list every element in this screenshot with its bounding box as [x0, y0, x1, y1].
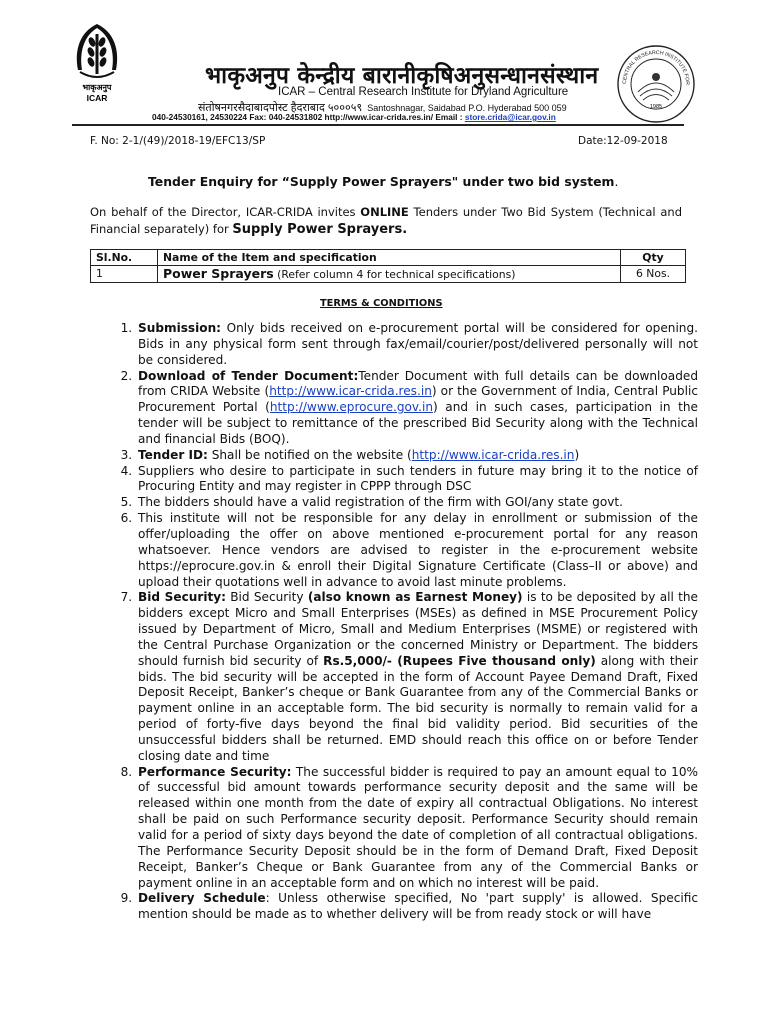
contact-line — [152, 112, 556, 122]
term2-text-a: Tender Document with full details can be downloaded from CRIDA Website ( — [138, 368, 698, 399]
term8-label: Performance Security: — [138, 764, 292, 779]
header-item: Name of the Item and specification — [163, 251, 377, 264]
term-suppliers: 4. Suppliers who desire to participate in such tenders in future may bring it to the notice of Procuring Entity and may register in CPPP through DSC — [136, 464, 698, 496]
table-row — [91, 266, 686, 283]
term3-label: Tender ID: — [138, 447, 208, 462]
address-english: Santoshnagar, Saidabad P.O. Hyderabad 500 059 — [367, 103, 567, 113]
term-submission — [136, 321, 698, 369]
term7-text-c: along with their bids. The bid security will be accepted in the form of Account Payee Demand Draft, Fixed Deposit Receipt, Banker’s cheque or Bank Guarantee from any of the Commercial Banks or payment online in an acceptable form. The bid security is normally to remain valid for a period of forty-five days beyond the final bid validity period. Bid securities of the unsuccessful bidders shall be returned. EMD should reach this office on or before Tender closing date and time — [138, 653, 699, 763]
header-slno: Sl.No. — [96, 251, 133, 264]
term2-text-c: ) and in such cases, participation in the tender will be subject to remittance of the prescribed Bid Security along with the Technical and financial Bids (BOQ). — [138, 400, 698, 446]
title-end: . — [614, 174, 619, 189]
icar-logo-hindi: भाकृअनुप — [82, 83, 112, 92]
intro-part2: Tenders under Two Bid System (Technical and Financial separately) for — [90, 205, 682, 236]
seal-year: 1985 — [649, 104, 663, 110]
row-slno: 1 — [96, 267, 103, 280]
eprocure-link[interactable]: http://www.eprocure.gov.in — [269, 400, 434, 415]
seal-text: CENTRAL RESEARCH INSTITUTE FOR — [621, 49, 691, 86]
institute-hindi-name: भाकृअनुप केन्द्रीय बारानीकृषिअनुसन्धानसंस्थान — [205, 63, 599, 89]
file-number: F. No: 2-1/(49)/2018-19/EFC13/SP — [90, 135, 266, 147]
term9-text: : Unless otherwise specified, No 'part supply' is allowed. Specific mention should be made as to whether delivery will be from ready stock or will have — [138, 891, 699, 922]
document-title — [148, 174, 618, 189]
document-date: Date:12-09-2018 — [578, 135, 668, 147]
term7-emd: (also known as Earnest Money) — [307, 590, 523, 605]
term1-text: Only bids received on e-procurement portal will be considered for opening. Bids in any physical form sent through fax/email/courier/post/delivered personally will not be considered. — [138, 321, 698, 367]
crida-seal — [616, 44, 696, 124]
term1-label: Submission: — [138, 321, 222, 335]
row-item: Power Sprayers — [163, 266, 274, 281]
term7-text-b: is to be deposited by all the bidders except Micro and Small Enterprises (MSEs) as defined in MSE Procurement Policy issued by Department of Micro, Small and Medium Enterprises (MSME) or registered with the Central Purchase Organization or the concerned Ministry or Department. The bidders should furnish bid security of — [138, 590, 698, 668]
term8-text: The successful bidder is required to pay an amount equal to 10% of successful bid amount towards performance security deposit and the same will be released within one month from the date of expiry all contractual Obligations. No interest shall be paid on such Performance security deposit. Performance Security should remain valid for a period of sixty days beyond the date of completion of all contractual obligations. The Performance Security Deposit should be in the form of Demand Draft, Fixed Deposit Receipt, Banker’s Cheque or Bank Guarantee from any of the Commercial Banks or payment online in an acceptable form and on which no interest will be paid. — [138, 764, 698, 890]
term3-text-a: Shall be notified on the website ( — [207, 447, 412, 462]
term-delivery-schedule — [136, 891, 698, 923]
header-qty: Qty — [642, 251, 664, 264]
row-spec: (Refer column 4 for technical specifications) — [273, 268, 516, 281]
contact-numbers: 040-24530161, 24530224 Fax: 040-24531802 http://www.icar-crida.res.in/ Email : — [152, 112, 465, 122]
email-link[interactable]: store.crida@icar.gov.in — [464, 112, 556, 122]
row-qty: 6 Nos. — [635, 267, 671, 280]
icar-logo — [70, 22, 124, 104]
crida-website-link[interactable]: http://www.icar-crida.res.in — [269, 384, 432, 399]
term9-label: Delivery Schedule — [138, 891, 266, 906]
term-performance-security — [136, 765, 698, 892]
term7-text-a: Bid Security — [225, 590, 308, 605]
term7-label: Bid Security: — [138, 590, 226, 605]
term-registration: 5. The bidders should have a valid registration of the firm with GOI/any state govt. — [136, 495, 698, 511]
icar-logo-english: ICAR — [86, 93, 108, 103]
intro-item: Supply Power Sprayers. — [232, 222, 408, 237]
tender-id-website-link[interactable]: http://www.icar-crida.res.in — [411, 447, 575, 462]
table-header-row — [91, 250, 686, 266]
header-divider — [72, 124, 684, 126]
term2-text-b: ) or the Government of India, Central Public Procurement Portal ( — [138, 384, 698, 415]
institute-english-name: ICAR – Central Research Institute for Dryland Agriculture — [278, 86, 569, 98]
terms-list — [118, 321, 698, 923]
term-download — [136, 369, 698, 448]
terms-heading: TERMS & CONDITIONS — [320, 298, 443, 309]
title-main: Tender Enquiry for “Supply Power Sprayers" under two bid system — [148, 174, 615, 189]
term2-label: Download of Tender Document: — [138, 368, 359, 383]
term7-amount: Rs.5,000/- (Rupees Five thousand only) — [323, 653, 596, 668]
term-responsibility: 6. This institute will not be responsible for any delay in enrollment or submission of the offer/uploading the offer on above mentioned e-procurement portal for any reason whatsoever. Hence vendors are advised to register in the e-procurement website https://eprocure.gov.in & enroll their Digital Signature Certificate (Class–II or above) and upload their quotations well in advance to avoid last minute problems. — [136, 511, 698, 590]
address-hindi: संतोषनगरसैदाबादपोस्ट हैदराबाद ५०००५९ — [198, 102, 363, 114]
intro-paragraph — [90, 204, 682, 238]
intro-part1: On behalf of the Director, ICAR-CRIDA invites — [90, 205, 361, 219]
term-bid-security — [136, 590, 698, 764]
item-table — [90, 249, 686, 283]
term3-text-b: ) — [574, 447, 580, 462]
term-tender-id — [136, 448, 698, 464]
intro-online: ONLINE — [360, 205, 409, 219]
